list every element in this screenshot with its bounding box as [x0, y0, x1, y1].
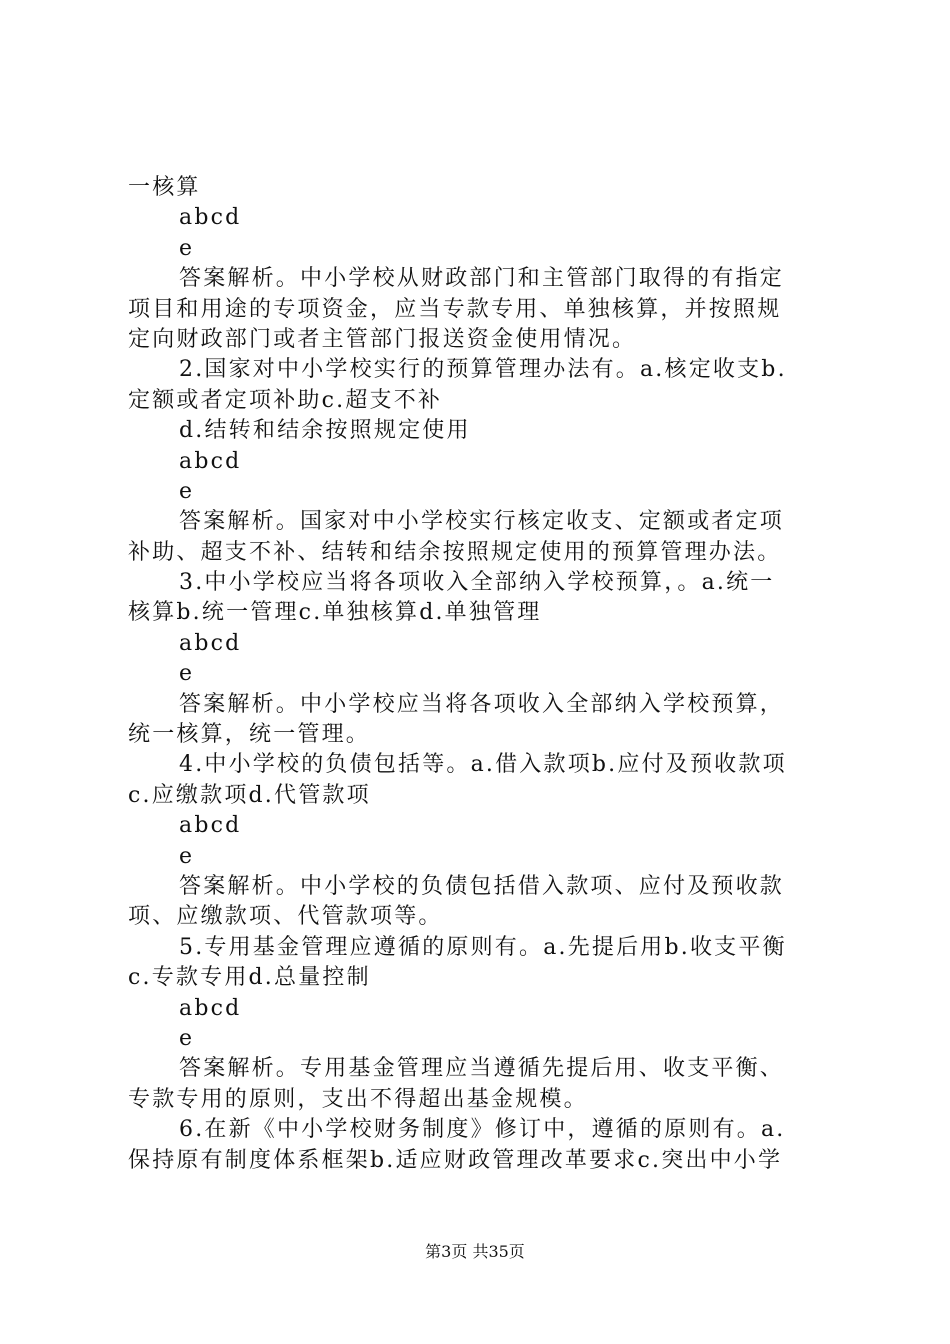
- text-line: d.结转和结余按照规定使用: [179, 418, 471, 444]
- text-line: 统一核算，统一管理。: [128, 722, 371, 748]
- text-line: 一核算: [128, 175, 201, 200]
- text-line: 项、应缴款项、代管款项等。: [128, 904, 443, 930]
- text-line: 定额或者定项补助c.超支不补: [128, 387, 443, 413]
- text-line: 2.国家对中小学校实行的预算管理办法有。a.核定收支b.: [179, 357, 787, 383]
- text-line: e: [179, 235, 195, 261]
- text-line: c.应缴款项d.代管款项: [128, 782, 371, 808]
- text-line: e: [179, 478, 195, 504]
- text-line: 答案解析。中小学校应当将各项收入全部纳入学校预算，: [179, 691, 785, 717]
- text-line: 答案解析。专用基金管理应当遵循先提后用、收支平衡、: [179, 1056, 785, 1082]
- text-line: 3.中小学校应当将各项收入全部纳入学校预算，。a.统一: [179, 570, 775, 596]
- text-line: e: [179, 1025, 195, 1051]
- document-body: [128, 173, 840, 1176]
- text-line: abcd: [179, 205, 242, 231]
- text-line: 答案解析。中小学校的负债包括借入款项、应付及预收款: [179, 873, 785, 899]
- text-line: 保持原有制度体系框架b.适应财政管理改革要求c.突出中小学: [128, 1147, 783, 1173]
- text-line: abcd: [179, 813, 242, 839]
- text-line: abcd: [179, 995, 242, 1021]
- text-line: 4.中小学校的负债包括等。a.借入款项b.应付及预收款项: [179, 752, 787, 778]
- text-line: 6.在新《中小学校财务制度》修订中，遵循的原则有。a.: [179, 1117, 786, 1143]
- text-line: 5.专用基金管理应遵循的原则有。a.先提后用b.收支平衡: [179, 934, 787, 960]
- text-line: e: [179, 661, 195, 687]
- text-line: abcd: [179, 630, 242, 656]
- text-line: 补助、超支不补、结转和结余按照规定使用的预算管理办法。: [128, 539, 782, 565]
- page-footer: 第3页 共35页: [425, 1242, 525, 1261]
- text-line: 核算b.统一管理c.单独核算d.单独管理: [128, 600, 542, 626]
- text-line: 定向财政部门或者主管部门报送资金使用情况。: [128, 326, 637, 352]
- text-line: 答案解析。中小学校从财政部门和主管部门取得的有指定: [179, 266, 785, 292]
- text-line: abcd: [179, 448, 242, 474]
- text-line: e: [179, 843, 195, 869]
- text-line: 专款专用的原则，支出不得超出基金规模。: [128, 1086, 588, 1112]
- text-line: c.专款专用d.总量控制: [128, 965, 371, 991]
- text-line: 项目和用途的专项资金，应当专款专用、单独核算，并按照规: [128, 296, 782, 322]
- text-line: 答案解析。国家对中小学校实行核定收支、定额或者定项: [179, 509, 785, 535]
